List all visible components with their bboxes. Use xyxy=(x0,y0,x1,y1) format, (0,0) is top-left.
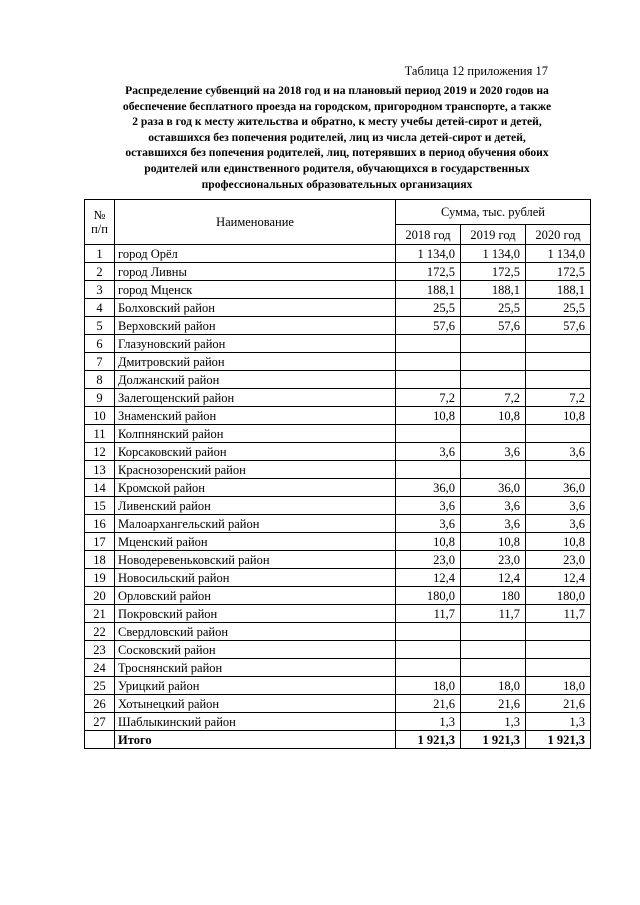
row-value-2018 xyxy=(396,461,461,479)
row-value-2020: 1 134,0 xyxy=(526,245,591,263)
row-name: Шаблыкинский район xyxy=(115,713,396,731)
row-value-2018: 10,8 xyxy=(396,407,461,425)
row-value-2018: 23,0 xyxy=(396,551,461,569)
row-name: Малоархангельский район xyxy=(115,515,396,533)
row-number: 8 xyxy=(85,371,115,389)
row-number: 15 xyxy=(85,497,115,515)
title-line: родителей или единственного родителя, обучающихся в государственных xyxy=(144,161,530,175)
row-value-2020: 1,3 xyxy=(526,713,591,731)
row-value-2020: 3,6 xyxy=(526,497,591,515)
row-value-2019: 11,7 xyxy=(461,605,526,623)
table-header xyxy=(85,200,591,245)
header-year-2019: 2019 год xyxy=(461,225,526,245)
table-row xyxy=(85,497,591,515)
row-number: 19 xyxy=(85,569,115,587)
row-name: город Орёл xyxy=(115,245,396,263)
row-number: 1 xyxy=(85,245,115,263)
row-value-2018: 25,5 xyxy=(396,299,461,317)
row-number: 11 xyxy=(85,425,115,443)
row-value-2019 xyxy=(461,353,526,371)
row-number: 3 xyxy=(85,281,115,299)
row-value-2018 xyxy=(396,335,461,353)
header-sum: Сумма, тыс. рублей xyxy=(396,200,591,225)
row-value-2020 xyxy=(526,641,591,659)
table-row xyxy=(85,389,591,407)
row-name: Краснозоренский район xyxy=(115,461,396,479)
row-value-2019: 23,0 xyxy=(461,551,526,569)
row-value-2019: 7,2 xyxy=(461,389,526,407)
table-row xyxy=(85,605,591,623)
row-number: 22 xyxy=(85,623,115,641)
table-row xyxy=(85,407,591,425)
row-value-2020: 11,7 xyxy=(526,605,591,623)
row-value-2019 xyxy=(461,659,526,677)
row-number: 17 xyxy=(85,533,115,551)
row-value-2020: 36,0 xyxy=(526,479,591,497)
row-value-2020 xyxy=(526,353,591,371)
row-name: Должанский район xyxy=(115,371,396,389)
row-value-2020 xyxy=(526,335,591,353)
row-name: город Ливны xyxy=(115,263,396,281)
table-row xyxy=(85,677,591,695)
row-value-2018: 7,2 xyxy=(396,389,461,407)
row-value-2020: 10,8 xyxy=(526,407,591,425)
subsidy-table xyxy=(84,199,591,749)
row-value-2019: 180 xyxy=(461,587,526,605)
row-number: 27 xyxy=(85,713,115,731)
row-value-2019 xyxy=(461,371,526,389)
row-value-2018: 1,3 xyxy=(396,713,461,731)
title-line: Распределение субвенций на 2018 год и на плановый период 2019 и 2020 годов на xyxy=(125,84,549,97)
table-row xyxy=(85,263,591,281)
row-value-2020: 18,0 xyxy=(526,677,591,695)
table-body xyxy=(85,245,591,731)
row-name: Глазуновский район xyxy=(115,335,396,353)
row-number: 7 xyxy=(85,353,115,371)
row-number: 21 xyxy=(85,605,115,623)
row-name: Сосковский район xyxy=(115,641,396,659)
row-value-2019: 10,8 xyxy=(461,533,526,551)
row-value-2018 xyxy=(396,371,461,389)
row-value-2018: 3,6 xyxy=(396,443,461,461)
row-value-2019 xyxy=(461,623,526,641)
title-line: профессиональных образовательных организациях xyxy=(201,177,473,191)
table-row xyxy=(85,245,591,263)
row-value-2018 xyxy=(396,353,461,371)
row-number: 25 xyxy=(85,677,115,695)
header-year-2018: 2018 год xyxy=(396,225,461,245)
row-value-2020 xyxy=(526,461,591,479)
row-number: 24 xyxy=(85,659,115,677)
row-value-2019: 18,0 xyxy=(461,677,526,695)
row-value-2019: 21,6 xyxy=(461,695,526,713)
row-number: 6 xyxy=(85,335,115,353)
row-value-2020: 180,0 xyxy=(526,587,591,605)
row-value-2019: 172,5 xyxy=(461,263,526,281)
row-value-2018: 57,6 xyxy=(396,317,461,335)
row-name: город Мценск xyxy=(115,281,396,299)
row-value-2019 xyxy=(461,461,526,479)
total-2020: 1 921,3 xyxy=(526,731,591,749)
row-name: Верховский район xyxy=(115,317,396,335)
table-row xyxy=(85,425,591,443)
header-number-line1: № xyxy=(93,208,106,222)
row-value-2018 xyxy=(396,623,461,641)
row-value-2020 xyxy=(526,371,591,389)
table-row xyxy=(85,461,591,479)
row-value-2018: 3,6 xyxy=(396,497,461,515)
table-row xyxy=(85,317,591,335)
row-value-2020: 57,6 xyxy=(526,317,591,335)
row-name: Свердловский район xyxy=(115,623,396,641)
row-value-2020: 12,4 xyxy=(526,569,591,587)
row-value-2019: 3,6 xyxy=(461,515,526,533)
row-value-2019: 1 134,0 xyxy=(461,245,526,263)
table-row xyxy=(85,587,591,605)
row-value-2018: 10,8 xyxy=(396,533,461,551)
row-number: 10 xyxy=(85,407,115,425)
row-value-2019: 10,8 xyxy=(461,407,526,425)
row-name: Троснянский район xyxy=(115,659,396,677)
row-value-2019: 1,3 xyxy=(461,713,526,731)
row-value-2018: 36,0 xyxy=(396,479,461,497)
row-value-2020: 3,6 xyxy=(526,515,591,533)
row-name: Хотынецкий район xyxy=(115,695,396,713)
row-number: 23 xyxy=(85,641,115,659)
row-number: 4 xyxy=(85,299,115,317)
row-value-2018: 3,6 xyxy=(396,515,461,533)
row-value-2019: 36,0 xyxy=(461,479,526,497)
row-value-2020: 25,5 xyxy=(526,299,591,317)
row-value-2019: 188,1 xyxy=(461,281,526,299)
title-line: обеспечение бесплатного проезда на городском, пригородном транспорте, а также xyxy=(122,99,552,113)
row-value-2018: 172,5 xyxy=(396,263,461,281)
row-value-2018: 12,4 xyxy=(396,569,461,587)
table-footer xyxy=(85,731,591,749)
row-value-2019: 3,6 xyxy=(461,497,526,515)
table-row xyxy=(85,695,591,713)
row-number: 2 xyxy=(85,263,115,281)
table-row xyxy=(85,533,591,551)
table-row xyxy=(85,353,591,371)
row-number: 14 xyxy=(85,479,115,497)
row-value-2018: 188,1 xyxy=(396,281,461,299)
title-line: оставшихся без попечения родителей, лиц, потерявших в период обучения обоих xyxy=(125,146,549,160)
row-value-2019: 3,6 xyxy=(461,443,526,461)
row-name: Болховский район xyxy=(115,299,396,317)
title-line: 2 раза в год к месту жительства и обратно, к месту учебы детей-сирот и детей, xyxy=(132,115,542,129)
row-number: 26 xyxy=(85,695,115,713)
row-number: 20 xyxy=(85,587,115,605)
total-2018: 1 921,3 xyxy=(396,731,461,749)
row-name: Орловский район xyxy=(115,587,396,605)
row-number: 9 xyxy=(85,389,115,407)
row-value-2018: 21,6 xyxy=(396,695,461,713)
header-year-2020: 2020 год xyxy=(526,225,591,245)
title-line: оставшихся без попечения родителей, лиц из числа детей-сирот и детей, xyxy=(148,130,526,144)
table-row xyxy=(85,659,591,677)
row-value-2018: 180,0 xyxy=(396,587,461,605)
row-value-2018 xyxy=(396,425,461,443)
document-title xyxy=(84,83,590,192)
table-row xyxy=(85,569,591,587)
row-value-2018 xyxy=(396,659,461,677)
row-name: Кромской район xyxy=(115,479,396,497)
row-number: 5 xyxy=(85,317,115,335)
row-value-2020: 21,6 xyxy=(526,695,591,713)
row-value-2018: 18,0 xyxy=(396,677,461,695)
row-value-2019 xyxy=(461,425,526,443)
total-label: Итого xyxy=(115,731,396,749)
row-name: Ливенский район xyxy=(115,497,396,515)
row-name: Новосильский район xyxy=(115,569,396,587)
row-value-2019: 12,4 xyxy=(461,569,526,587)
header-row xyxy=(85,200,591,225)
row-value-2019: 57,6 xyxy=(461,317,526,335)
table-reference: Таблица 12 приложения 17 xyxy=(404,64,548,78)
table-row xyxy=(85,371,591,389)
table-row xyxy=(85,443,591,461)
row-number: 18 xyxy=(85,551,115,569)
row-value-2018: 11,7 xyxy=(396,605,461,623)
table-row xyxy=(85,281,591,299)
table-row xyxy=(85,713,591,731)
total-2019: 1 921,3 xyxy=(461,731,526,749)
row-value-2018: 1 134,0 xyxy=(396,245,461,263)
row-value-2020 xyxy=(526,659,591,677)
row-value-2019 xyxy=(461,641,526,659)
row-name: Корсаковский район xyxy=(115,443,396,461)
header-number-line2: п/п xyxy=(91,222,108,236)
row-value-2020: 172,5 xyxy=(526,263,591,281)
row-value-2020: 10,8 xyxy=(526,533,591,551)
row-name: Дмитровский район xyxy=(115,353,396,371)
total-row xyxy=(85,731,591,749)
row-value-2020 xyxy=(526,623,591,641)
table-row xyxy=(85,515,591,533)
row-number: 16 xyxy=(85,515,115,533)
row-name: Покровский район xyxy=(115,605,396,623)
header-name: Наименование xyxy=(115,200,396,245)
table-row xyxy=(85,641,591,659)
row-number: 13 xyxy=(85,461,115,479)
row-value-2019: 25,5 xyxy=(461,299,526,317)
row-value-2020 xyxy=(526,425,591,443)
table-row xyxy=(85,551,591,569)
row-name: Новодеревеньковский район xyxy=(115,551,396,569)
row-value-2018 xyxy=(396,641,461,659)
total-number-cell xyxy=(85,731,115,749)
table-row xyxy=(85,623,591,641)
row-value-2020: 23,0 xyxy=(526,551,591,569)
row-number: 12 xyxy=(85,443,115,461)
row-value-2020: 188,1 xyxy=(526,281,591,299)
row-name: Залегощенский район xyxy=(115,389,396,407)
row-name: Колпнянский район xyxy=(115,425,396,443)
table-row xyxy=(85,299,591,317)
row-name: Урицкий район xyxy=(115,677,396,695)
table-row xyxy=(85,335,591,353)
row-value-2019 xyxy=(461,335,526,353)
row-value-2020: 3,6 xyxy=(526,443,591,461)
row-name: Мценский район xyxy=(115,533,396,551)
row-name: Знаменский район xyxy=(115,407,396,425)
header-number xyxy=(85,200,115,245)
table-row xyxy=(85,479,591,497)
row-value-2020: 7,2 xyxy=(526,389,591,407)
